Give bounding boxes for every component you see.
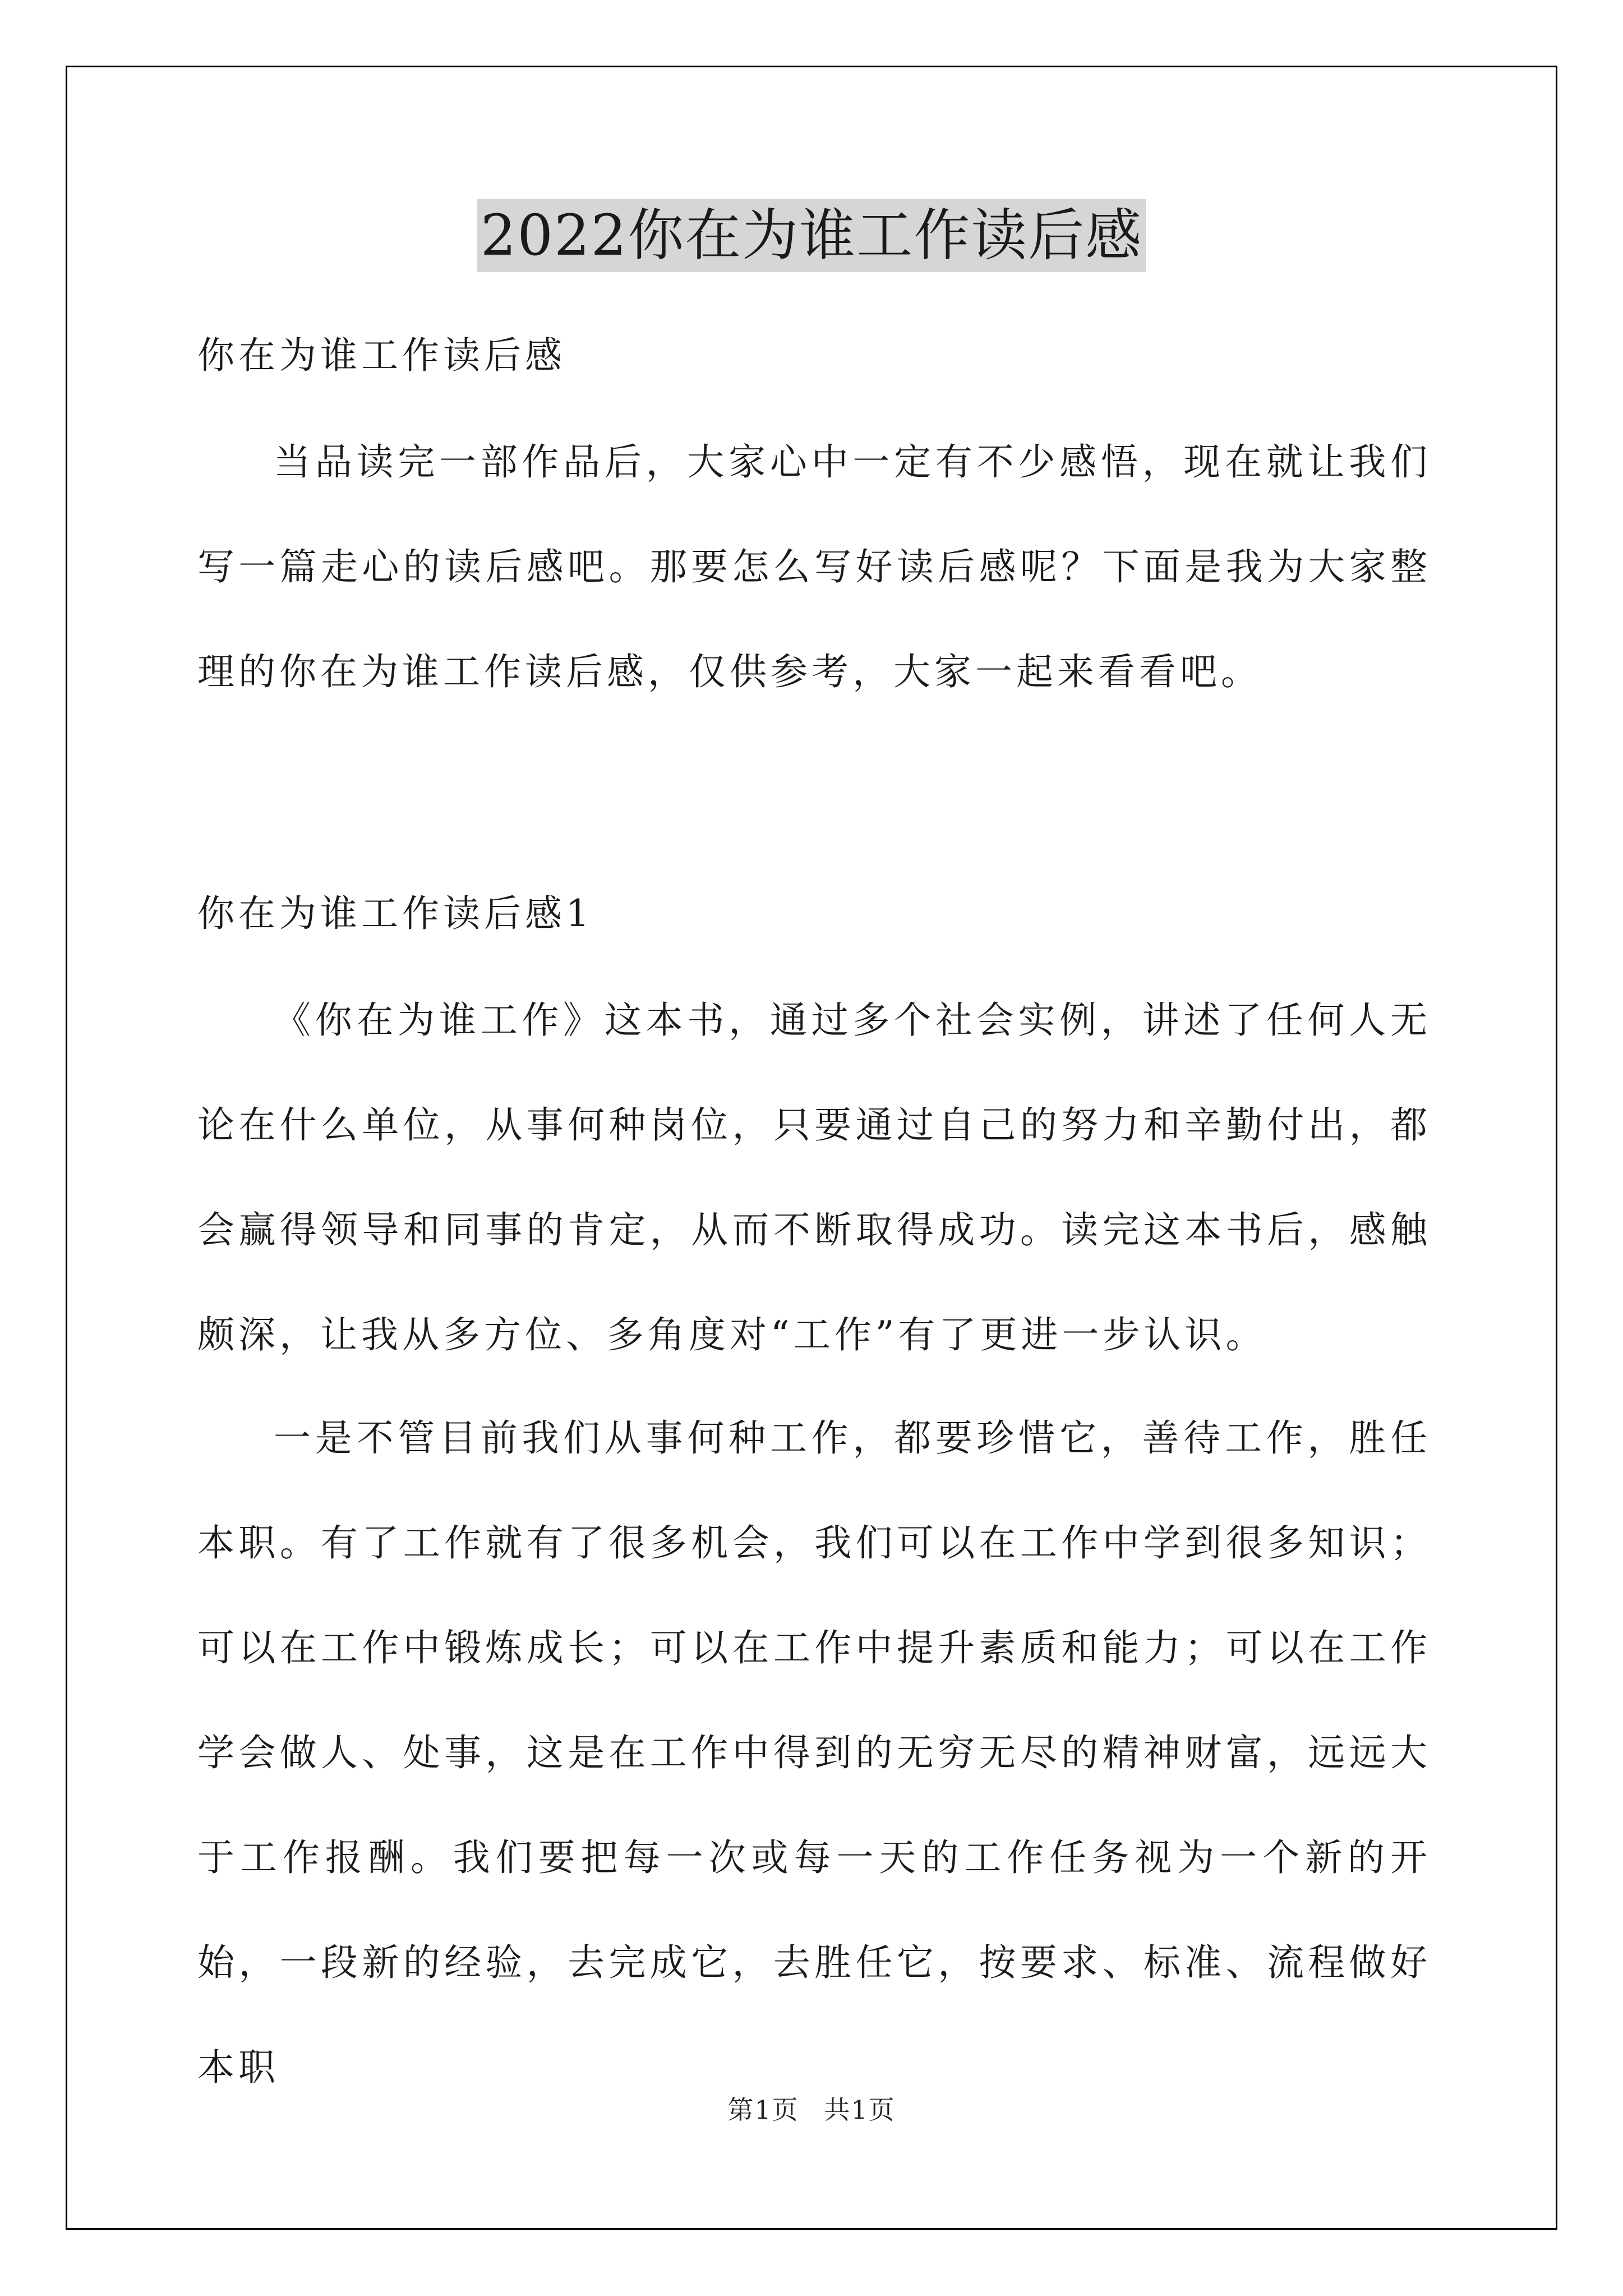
- section-paragraph-1: 《你在为谁工作》这本书，通过多个社会实例，讲述了任何人无论在什么单位，从事何种岗位，只要通过自己的努力和辛勤付出，都会赢得领导和同事的肯定，从而不断取得成功。读完这本书后，感触颇深，让我从多方位、多角度对“工作”有了更进一步认识。: [197, 999, 1431, 1356]
- document-title: 2022你在为谁工作读后感: [477, 199, 1146, 272]
- page-number-total: 共1页: [824, 2095, 896, 2125]
- page-footer: [0, 2090, 1623, 2127]
- intro-paragraph: 当品读完一部作品后，大家心中一定有不少感悟，现在就让我们写一篇走心的读后感吧。那要怎么写好读后感呢？下面是我为大家整理的你在为谁工作读后感，仅供参考，大家一起来看看吧。: [197, 440, 1431, 693]
- document-title-container: [0, 199, 1623, 272]
- intro-heading: 你在为谁工作读后感: [197, 334, 566, 377]
- section-heading: 你在为谁工作读后感1: [197, 892, 593, 935]
- page-number-current: 第1页: [727, 2095, 799, 2125]
- section-paragraph-2: 一是不管目前我们从事何种工作，都要珍惜它，善待工作，胜任本职。有了工作就有了很多机会，我们可以在工作中学到很多知识；可以在工作中锻炼成长；可以在工作中提升素质和能力；可以在工作学会做人、处事，这是在工作中得到的无穷无尽的精神财富，远远大于工作报酬。我们要把每一次或每一天的工作任务视为一个新的开始，一段新的经验，去完成它，去胜任它，按要求、标准、流程做好本职: [197, 1416, 1431, 2089]
